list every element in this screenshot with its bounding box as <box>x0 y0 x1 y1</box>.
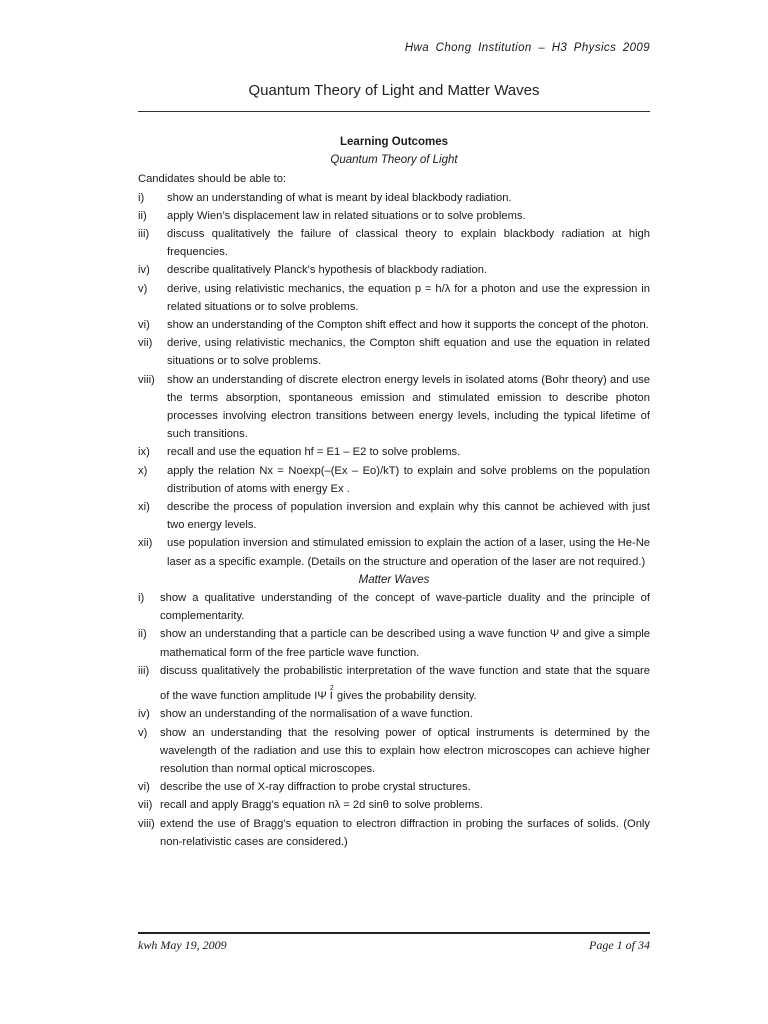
item-text: apply Wien’s displacement law in related situations or to solve problems. <box>167 209 526 222</box>
item-text: derive, using relativistic mechanics, the Compton shift equation and use the equation in related situations or to solve problems. <box>167 337 650 368</box>
running-header: Hwa Chong Institution – H3 Physics 2009 <box>404 42 650 54</box>
list-item <box>138 498 650 534</box>
item-text-part: gives the probability density. <box>333 690 477 703</box>
item-text: use population inversion and stimulated emission to explain the action of a laser, using the He-Ne laser as a specific example. (Details on the structure and operation of the laser are not required.) <box>167 537 650 568</box>
item-number: v) <box>138 282 148 295</box>
list-item <box>138 462 650 498</box>
item-text: show an understanding that a particle can be described using a wave function Ψ and give a simple mathematical form of the free particle wave function. <box>160 628 650 659</box>
item-number: ix) <box>138 446 150 459</box>
item-text: describe the process of population inversion and explain why this cannot be achieved with just two energy levels. <box>167 501 650 532</box>
list-item <box>138 705 650 723</box>
list-item <box>138 589 650 625</box>
footer-divider <box>138 932 650 934</box>
list-item <box>138 815 650 851</box>
list-item <box>138 796 650 814</box>
item-text: recall and use the equation hf = E1 – E2 to solve problems. <box>167 446 461 459</box>
item-text: extend the use of Bragg’s equation to electron diffraction in probing the surfaces of solids. (Only non-relativistic cases are considered.) <box>160 817 650 848</box>
item-number: xii) <box>138 537 153 550</box>
item-text: discuss qualitatively the failure of classical theory to explain blackbody radiation at high frequencies. <box>167 228 650 259</box>
item-number: x) <box>138 464 148 477</box>
list-item <box>138 371 650 444</box>
footer-page-number: Page 1 of 34 <box>589 938 650 952</box>
item-text <box>160 662 650 705</box>
section-heading-quantum: Quantum Theory of Light <box>330 154 458 167</box>
list-item <box>138 334 650 370</box>
title-divider <box>138 111 650 112</box>
item-text: describe qualitatively Planck’s hypothesis of blackbody radiation. <box>167 264 488 277</box>
list-item <box>138 316 650 334</box>
item-text-part: discuss qualitatively the probabilistic interpretation of the wave function and state that the square of the wave function amplitude IΨ I <box>160 664 650 703</box>
list-item <box>138 189 650 207</box>
item-number: vii) <box>138 337 153 350</box>
item-number: iii) <box>138 228 150 241</box>
item-text: derive, using relativistic mechanics, the equation p = h/λ for a photon and use the expression in related situations or to solve problems. <box>167 282 650 313</box>
list-item <box>138 724 650 779</box>
item-number: i) <box>138 191 145 204</box>
intro-text: Candidates should be able to: <box>138 173 287 186</box>
section-heading-matter-waves: Matter Waves <box>358 573 430 586</box>
list-item <box>138 662 650 705</box>
item-text: show a qualitative understanding of the concept of wave-particle duality and the principle of complementarity. <box>160 592 650 623</box>
item-text: recall and apply Bragg’s equation nλ = 2d sinθ to solve problems. <box>160 799 483 812</box>
list-item <box>138 534 650 570</box>
item-number: iv) <box>138 264 150 277</box>
list-item <box>138 443 650 461</box>
list-item <box>138 207 650 225</box>
item-number: ii) <box>138 628 147 641</box>
list-item <box>138 261 650 279</box>
list-item <box>138 280 650 316</box>
learning-outcomes-heading: Learning Outcomes <box>340 136 448 148</box>
item-number: ii) <box>138 209 147 222</box>
footer-author-date: kwh May 19, 2009 <box>138 938 227 952</box>
item-text: show an understanding of the Compton shift effect and how it supports the concept of the photon. <box>167 319 649 332</box>
item-number: vi) <box>138 781 150 794</box>
superscript-exponent: 2 <box>329 685 334 693</box>
item-number: vii) <box>138 799 153 812</box>
matter-waves-outcomes-list <box>138 589 650 851</box>
document-title: Quantum Theory of Light and Matter Waves <box>248 82 540 99</box>
quantum-outcomes-list <box>138 189 650 571</box>
item-number: xi) <box>138 501 150 514</box>
item-number: i) <box>138 592 145 605</box>
item-text: apply the relation Nx = Noexp(–(Ex – Eo)/kT) to explain and solve problems on the population distribution of atoms with energy Ex . <box>167 464 650 495</box>
item-number: viii) <box>138 817 155 830</box>
item-text: describe the use of X-ray diffraction to probe crystal structures. <box>160 781 471 794</box>
document-body <box>138 133 650 851</box>
item-number: iv) <box>138 708 150 721</box>
item-text: show an understanding of the normalisation of a wave function. <box>160 708 473 721</box>
list-item <box>138 625 650 661</box>
item-number: vi) <box>138 319 150 332</box>
item-text: show an understanding of what is meant by ideal blackbody radiation. <box>167 191 512 204</box>
list-item <box>138 778 650 796</box>
item-number: iii) <box>138 664 150 677</box>
item-text: show an understanding that the resolving power of optical instruments is determined by the wavelength of the radiation and use this to explain how electron microscopes can achieve higher resolution than normal optical microscopes. <box>160 726 650 775</box>
list-item <box>138 225 650 261</box>
item-number: viii) <box>138 373 155 386</box>
item-text: show an understanding of discrete electron energy levels in isolated atoms (Bohr theory) and use the terms absorption, spontaneous emission and stimulated emission to describe photon processes involving electron transitions between energy levels, including the typical lifetime of such transitions. <box>167 373 650 441</box>
item-number: v) <box>138 726 148 739</box>
